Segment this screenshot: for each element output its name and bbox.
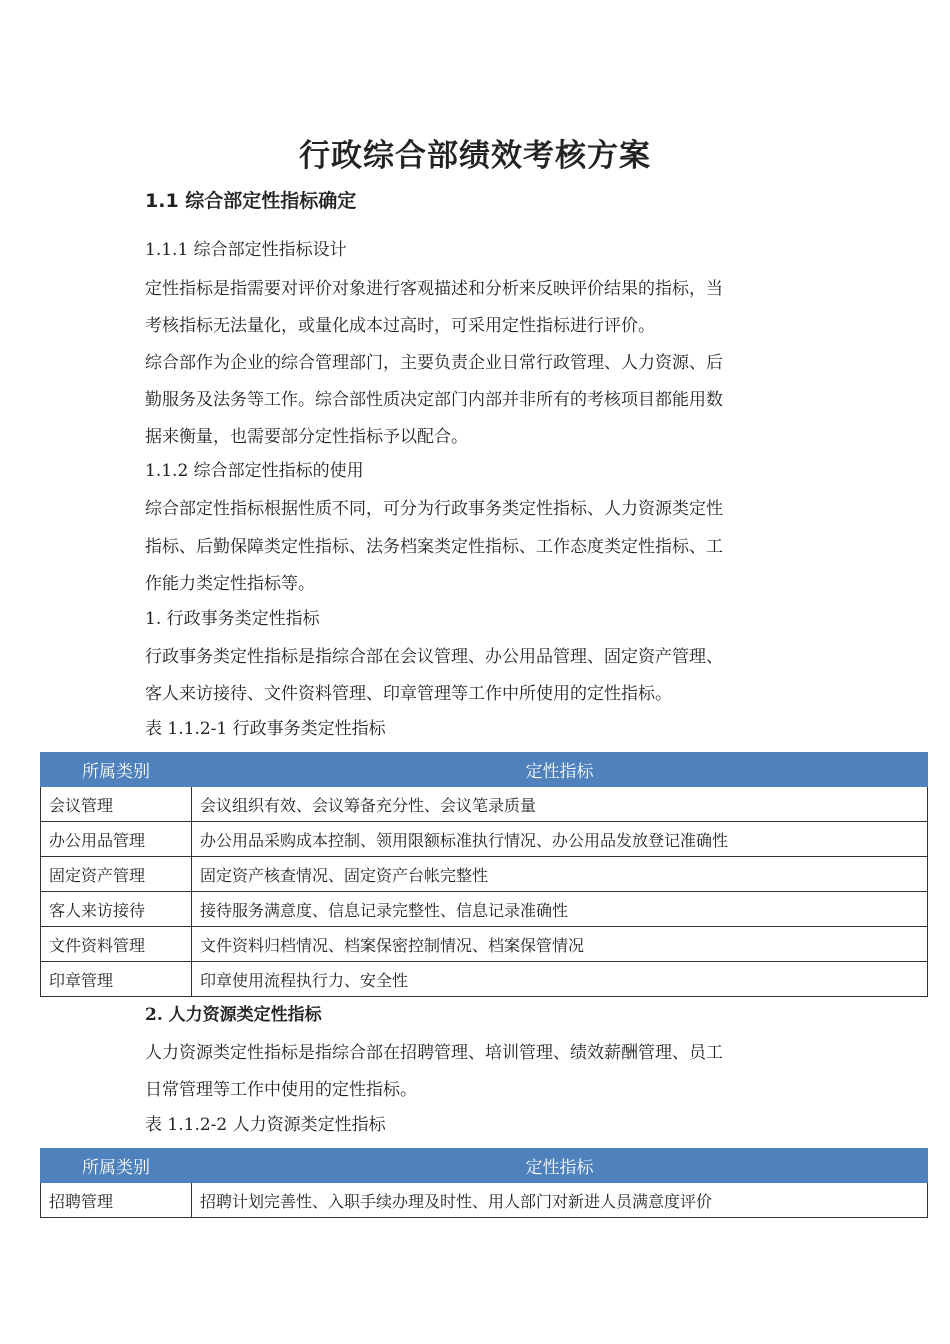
table-row — [41, 892, 928, 927]
table-admin-kpi — [40, 752, 928, 997]
table-caption-1: 表 1.1.2-1 行政事务类定性指标 — [145, 719, 386, 739]
paragraph-line: 作能力类定性指标等。 — [145, 574, 315, 594]
table-cell-indicator: 办公用品采购成本控制、领用限额标准执行情况、办公用品发放登记准确性 — [192, 822, 928, 857]
table-cell-category: 固定资产管理 — [41, 857, 192, 892]
table-row — [41, 787, 928, 822]
table-cell-category: 客人来访接待 — [41, 892, 192, 927]
table-cell-category: 办公用品管理 — [41, 822, 192, 857]
table-cell-category: 招聘管理 — [41, 1183, 192, 1218]
table-cell-indicator: 印章使用流程执行力、安全性 — [192, 962, 928, 997]
table-cell-indicator: 会议组织有效、会议筹备充分性、会议笔录质量 — [192, 787, 928, 822]
table-header-category: 所属类别 — [41, 1149, 192, 1183]
table-header-row — [41, 1149, 928, 1183]
paragraph-line: 日常管理等工作中使用的定性指标。 — [145, 1080, 417, 1100]
table-cell-category: 印章管理 — [41, 962, 192, 997]
table-header-row — [41, 753, 928, 787]
paragraph-line: 定性指标是指需要对评价对象进行客观描述和分析来反映评价结果的指标，当 — [145, 279, 723, 299]
table-header-category: 所属类别 — [41, 753, 192, 787]
table-row — [41, 822, 928, 857]
paragraph-line: 综合部作为企业的综合管理部门，主要负责企业日常行政管理、人力资源、后 — [145, 353, 723, 373]
table-row — [41, 1183, 928, 1218]
table-caption-2: 表 1.1.2-2 人力资源类定性指标 — [145, 1115, 386, 1135]
section-heading-1-1-1: 1.1.1 综合部定性指标设计 — [145, 240, 347, 260]
table-header-indicator: 定性指标 — [192, 1149, 928, 1183]
table-row — [41, 962, 928, 997]
table-cell-category: 文件资料管理 — [41, 927, 192, 962]
table-cell-indicator: 接待服务满意度、信息记录完整性、信息记录准确性 — [192, 892, 928, 927]
table-row — [41, 927, 928, 962]
paragraph-line: 人力资源类定性指标是指综合部在招聘管理、培训管理、绩效薪酬管理、员工 — [145, 1043, 723, 1063]
table-cell-category: 会议管理 — [41, 787, 192, 822]
table-cell-indicator: 文件资料归档情况、档案保密控制情况、档案保管情况 — [192, 927, 928, 962]
document-title: 行政综合部绩效考核方案 — [299, 138, 651, 174]
section-heading-1-1-2: 1.1.2 综合部定性指标的使用 — [145, 461, 364, 481]
item-heading-1: 1. 行政事务类定性指标 — [145, 609, 320, 629]
table-row — [41, 857, 928, 892]
paragraph-line: 考核指标无法量化，或量化成本过高时，可采用定性指标进行评价。 — [145, 316, 655, 336]
table-header-indicator: 定性指标 — [192, 753, 928, 787]
table-cell-indicator: 固定资产核查情况、固定资产台帐完整性 — [192, 857, 928, 892]
paragraph-line: 客人来访接待、文件资料管理、印章管理等工作中所使用的定性指标。 — [145, 684, 672, 704]
table-hr-kpi — [40, 1148, 928, 1218]
section-heading-1-1: 1.1 综合部定性指标确定 — [145, 190, 357, 212]
paragraph-line: 据来衡量，也需要部分定性指标予以配合。 — [145, 427, 468, 447]
paragraph-line: 综合部定性指标根据性质不同，可分为行政事务类定性指标、人力资源类定性 — [145, 499, 723, 519]
paragraph-line: 勤服务及法务等工作。综合部性质决定部门内部并非所有的考核项目都能用数 — [145, 390, 723, 410]
table-cell-indicator: 招聘计划完善性、入职手续办理及时性、用人部门对新进人员满意度评价 — [192, 1183, 928, 1218]
paragraph-line: 指标、后勤保障类定性指标、法务档案类定性指标、工作态度类定性指标、工 — [145, 537, 723, 557]
paragraph-line: 行政事务类定性指标是指综合部在会议管理、办公用品管理、固定资产管理、 — [145, 647, 723, 667]
item-heading-2: 2. 人力资源类定性指标 — [145, 1005, 322, 1025]
